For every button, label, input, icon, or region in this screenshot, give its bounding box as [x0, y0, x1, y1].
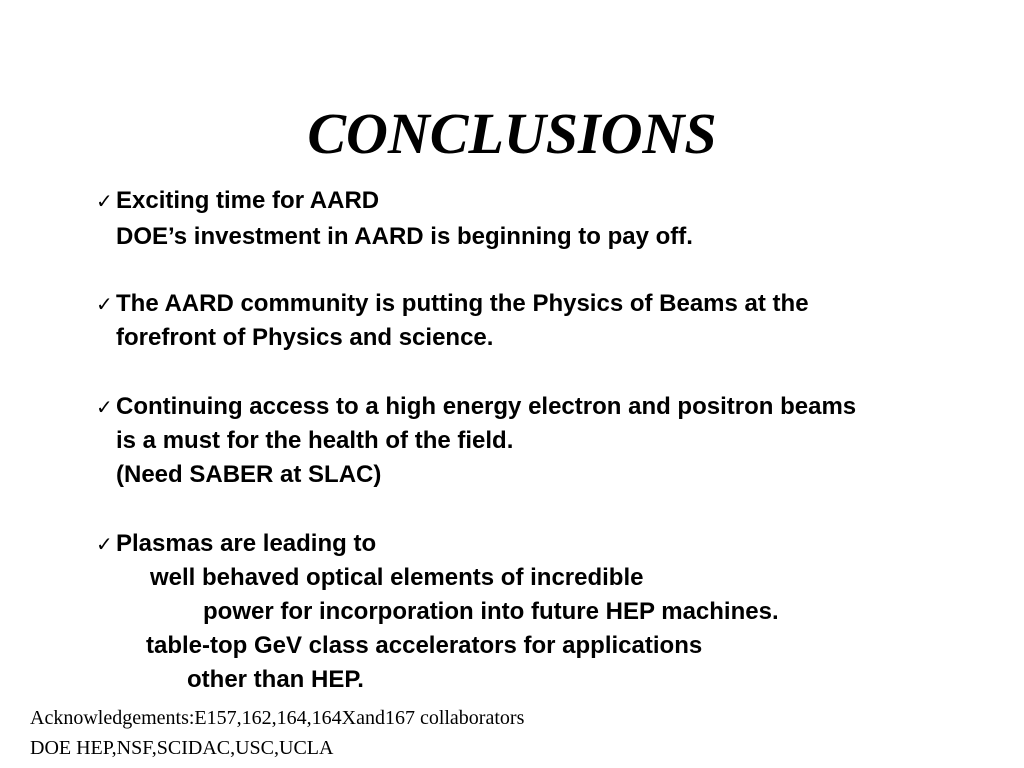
bullet-4-line-3: power for incorporation into future HEP machines.	[203, 598, 779, 625]
bullet-4-line-5: other than HEP.	[187, 666, 364, 693]
bullet-1-line-2: DOE’s investment in AARD is beginning to pay off.	[116, 223, 693, 250]
bullet-4-line-1	[96, 529, 376, 559]
bullet-text: Exciting time for AARD	[116, 187, 380, 214]
bullet-2-line-2: forefront of Physics and science.	[116, 324, 494, 351]
acknowledgements-line-2: DOE HEP,NSF,SCIDAC,USC,UCLA	[30, 737, 334, 759]
checkmark-icon: ✓	[96, 292, 113, 316]
slide-title: CONCLUSIONS	[307, 101, 717, 166]
bullet-2-line-1	[96, 289, 809, 319]
bullet-4-line-2: well behaved optical elements of incredible	[150, 564, 644, 591]
checkmark-icon: ✓	[96, 532, 113, 556]
bullet-1-line-1	[96, 186, 379, 216]
bullet-4-line-4: table-top GeV class accelerators for applications	[146, 632, 703, 659]
bullet-3-line-3: (Need SABER at SLAC)	[116, 461, 382, 488]
bullet-text: Continuing access to a high energy electron and positron beams	[116, 393, 857, 420]
bullet-text: Plasmas are leading to	[116, 530, 377, 557]
bullet-3-line-2: is a must for the health of the field.	[116, 427, 514, 454]
checkmark-icon: ✓	[96, 395, 113, 419]
checkmark-icon: ✓	[96, 189, 113, 213]
bullet-3-line-1	[96, 392, 856, 422]
acknowledgements-line-1: Acknowledgements:E157,162,164,164Xand167 collaborators	[30, 707, 525, 729]
bullet-text: The AARD community is putting the Physics of Beams at the	[116, 290, 809, 317]
